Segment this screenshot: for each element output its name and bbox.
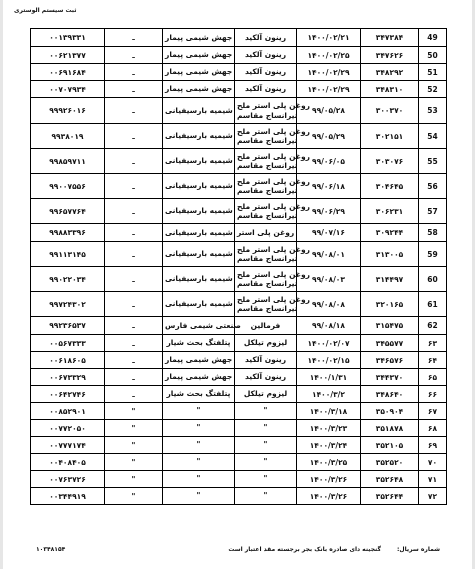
item-line: روغن پلی استر ملح bbox=[237, 151, 310, 161]
item-line: روغن پلی استر bbox=[237, 227, 295, 237]
item-line: تیرانساج مقاسم bbox=[237, 161, 298, 170]
date-cell: ۹۹/۰۶/۰۵ bbox=[297, 149, 361, 174]
type-cell: شیمیه بارسیفیانی bbox=[163, 267, 235, 292]
item-cell bbox=[235, 98, 310, 124]
code-cell: ۳۴۵۵۷۷ bbox=[361, 335, 419, 352]
sum-cell: ۹۹۰۲۲۰۳۴ bbox=[31, 267, 105, 292]
table-row bbox=[31, 488, 447, 505]
code-cell: ۳۰۳۰۷۶ bbox=[361, 149, 419, 174]
date-cell: ۱۴۰۰/۰۲/۱۵ bbox=[297, 352, 361, 369]
item-cell bbox=[235, 292, 310, 317]
sum-cell: ۹۹۳۸۰۱۹ bbox=[31, 124, 105, 149]
code-cell: ۳۵۲۶۴۸ bbox=[361, 471, 419, 488]
item-cell bbox=[235, 242, 310, 267]
item-cell bbox=[235, 386, 297, 403]
dash-cell: ـ bbox=[105, 98, 163, 124]
type-cell: پتلفتگ بحث شیار bbox=[163, 335, 235, 352]
dash-cell: ـ bbox=[105, 47, 163, 64]
item-line: " bbox=[263, 440, 268, 450]
table-row bbox=[31, 29, 447, 47]
date-cell: ۱۴۰۰/۰۲/۲۹ bbox=[297, 81, 361, 98]
code-cell: ۳۰۹۲۴۴ bbox=[361, 224, 419, 242]
date-cell: ۱۴۰۰/۰۲/۲۹ bbox=[297, 64, 361, 81]
item-line: تیرانساج مقاسم bbox=[237, 186, 298, 195]
item-line: روغن پلی استر ملح bbox=[237, 269, 310, 279]
date-cell: ۱۴۰۰/۳/۲۶ bbox=[297, 471, 361, 488]
type-cell: شیمیه بارسیفیانی bbox=[163, 242, 235, 267]
item-line: رینون آلکید bbox=[244, 50, 287, 60]
type-cell: شیمیه بارسیفیانی bbox=[163, 292, 235, 317]
item-line: لیزوم تیلکل bbox=[243, 389, 288, 399]
item-line: روغن پلی استر ملح bbox=[237, 101, 310, 111]
table-row bbox=[31, 224, 447, 242]
type-cell: جهش شیمی پیمار bbox=[163, 64, 235, 81]
item-line: " bbox=[263, 423, 268, 433]
dash-cell: ـ bbox=[105, 81, 163, 98]
dash-cell: ـ bbox=[105, 199, 163, 224]
table-row bbox=[31, 317, 447, 335]
sum-cell: ۹۹۸۸۳۳۹۶ bbox=[31, 224, 105, 242]
date-cell: ۹۹/۰۸/۰۸ bbox=[297, 292, 361, 317]
date-cell: ۱۴۰۰/۳/۲۴ bbox=[297, 437, 361, 454]
table-row bbox=[31, 242, 447, 267]
code-cell: ۳۴۸۲۹۲ bbox=[361, 64, 419, 81]
code-cell: ۳۰۰۳۷۰ bbox=[361, 98, 419, 124]
dash-cell: ـ bbox=[105, 224, 163, 242]
type-cell: شیمیه بارسیفیانی bbox=[163, 124, 235, 149]
item-cell bbox=[235, 174, 310, 199]
table-row bbox=[31, 81, 447, 98]
item-cell bbox=[235, 81, 297, 98]
code-cell: ۳۵۰۹۰۴ bbox=[361, 403, 419, 420]
table-row bbox=[31, 403, 447, 420]
type-cell: شیمیه بارسیفیانی bbox=[163, 149, 235, 174]
type-cell: شیمیه بارسیفیانی bbox=[163, 174, 235, 199]
type-cell: جهش شیمی پیمار bbox=[163, 47, 235, 64]
dash-cell: ـ bbox=[105, 386, 163, 403]
item-line: رینون آلکید bbox=[244, 67, 287, 77]
sum-cell: ۰۰۵۶۷۳۳۳ bbox=[31, 335, 105, 352]
item-cell bbox=[235, 471, 297, 488]
row-number-cell: 58 bbox=[419, 224, 447, 242]
item-cell bbox=[235, 267, 310, 292]
row-number-cell: ۶۳ bbox=[419, 335, 447, 352]
type-cell: شیمیه بارسیفیانی bbox=[163, 98, 235, 124]
code-cell: ۳۰۴۶۴۵ bbox=[361, 174, 419, 199]
sum-cell: ۹۹۹۲۶۰۱۶ bbox=[31, 98, 105, 124]
footer-serial-number: ۱۰۳۴۸۱۵۴ bbox=[36, 546, 66, 553]
type-cell: " bbox=[163, 488, 235, 505]
table-row bbox=[31, 64, 447, 81]
dash-cell: " bbox=[105, 454, 163, 471]
type-cell: " bbox=[163, 454, 235, 471]
sum-cell: ۰۰۶۲۱۳۷۷ bbox=[31, 47, 105, 64]
item-cell bbox=[235, 64, 297, 81]
dash-cell: ـ bbox=[105, 174, 163, 199]
dash-cell: " bbox=[105, 420, 163, 437]
dash-cell: " bbox=[105, 403, 163, 420]
table-row bbox=[31, 454, 447, 471]
code-cell: ۳۰۲۱۵۱ bbox=[361, 124, 419, 149]
item-cell bbox=[235, 29, 297, 47]
row-number-cell: 52 bbox=[419, 81, 447, 98]
item-line: " bbox=[263, 491, 268, 501]
row-number-cell: ۶۵ bbox=[419, 369, 447, 386]
item-cell bbox=[235, 369, 297, 386]
item-line: " bbox=[263, 457, 268, 467]
dash-cell: ـ bbox=[105, 124, 163, 149]
row-number-cell: 59 bbox=[419, 242, 447, 267]
sum-cell: ۰۰۷۷۷۱۷۴ bbox=[31, 437, 105, 454]
item-line: تیرانساج مقاسم bbox=[237, 279, 298, 288]
sum-cell: ۰۰۴۰۸۴۰۵ bbox=[31, 454, 105, 471]
row-number-cell: 54 bbox=[419, 124, 447, 149]
footer bbox=[36, 546, 440, 553]
dash-cell: ـ bbox=[105, 317, 163, 335]
sum-cell: ۹۹۱۱۳۱۴۵ bbox=[31, 242, 105, 267]
item-line: " bbox=[263, 474, 268, 484]
table-row bbox=[31, 386, 447, 403]
dash-cell: ـ bbox=[105, 242, 163, 267]
footer-right-group bbox=[228, 546, 440, 553]
type-cell: جهش شیمی پیمار bbox=[163, 369, 235, 386]
table-row bbox=[31, 471, 447, 488]
code-cell: ۳۵۲۶۴۴ bbox=[361, 488, 419, 505]
type-cell: شیمیه بارسیفیانی bbox=[163, 224, 235, 242]
code-cell: ۳۵۲۱۰۵ bbox=[361, 437, 419, 454]
row-number-cell: 53 bbox=[419, 98, 447, 124]
dash-cell: ـ bbox=[105, 292, 163, 317]
date-cell: ۱۴۰۰/۰۲/۲۱ bbox=[297, 29, 361, 47]
page-left-edge bbox=[0, 0, 3, 569]
row-number-cell: 60 bbox=[419, 267, 447, 292]
date-cell: ۹۹/۰۶/۲۹ bbox=[297, 199, 361, 224]
type-cell: صنعتی شیمی فارس bbox=[163, 317, 235, 335]
row-number-cell: ۶۷ bbox=[419, 403, 447, 420]
item-cell bbox=[235, 47, 297, 64]
item-line: " bbox=[263, 406, 268, 416]
date-cell: ۱۴۰۰/۳/۱۸ bbox=[297, 403, 361, 420]
table-row bbox=[31, 267, 447, 292]
row-number-cell: ۶۶ bbox=[419, 386, 447, 403]
table-row bbox=[31, 292, 447, 317]
footer-serial-label: شماره سریال: bbox=[396, 546, 440, 553]
sum-cell: ۹۹۸۵۹۷۱۱ bbox=[31, 149, 105, 174]
table-row bbox=[31, 369, 447, 386]
sum-cell: ۰۰۷۷۲۰۵۰ bbox=[31, 420, 105, 437]
date-cell: ۱۴۰۰/۳/۲۳ bbox=[297, 420, 361, 437]
sum-cell: ۹۹۷۲۴۳۰۲ bbox=[31, 292, 105, 317]
item-line: رینون آلکید bbox=[244, 355, 287, 365]
code-cell: ۳۰۶۲۳۱ bbox=[361, 199, 419, 224]
row-number-cell: ۶۴ bbox=[419, 352, 447, 369]
table-row bbox=[31, 199, 447, 224]
row-number-cell: ۷۱ bbox=[419, 471, 447, 488]
row-number-cell: 55 bbox=[419, 149, 447, 174]
item-cell bbox=[235, 124, 310, 149]
table-row bbox=[31, 149, 447, 174]
item-line: تیرانساج مقاسم bbox=[237, 254, 298, 263]
type-cell: پتلفتگ بحث شیار bbox=[163, 386, 235, 403]
type-cell: " bbox=[163, 420, 235, 437]
row-number-cell: ۷۰ bbox=[419, 454, 447, 471]
code-cell: ۳۴۶۵۷۶ bbox=[361, 352, 419, 369]
dash-cell: ـ bbox=[105, 369, 163, 386]
table-row bbox=[31, 47, 447, 64]
code-cell: ۳۱۵۴۷۵ bbox=[361, 317, 419, 335]
date-cell: ۱۴۰۰/۳/۲۵ bbox=[297, 454, 361, 471]
dash-cell: ـ bbox=[105, 64, 163, 81]
item-line: روغن پلی استر ملح bbox=[237, 176, 310, 186]
type-cell: جهش شیمی پیمار bbox=[163, 352, 235, 369]
sum-cell: ۰۰۶۹۱۶۸۴ bbox=[31, 64, 105, 81]
dash-cell: ـ bbox=[105, 267, 163, 292]
sum-cell: ۰۰۳۴۴۹۱۹ bbox=[31, 488, 105, 505]
date-cell: ۱۴۰۰/۰۲/۰۷ bbox=[297, 335, 361, 352]
table-row bbox=[31, 124, 447, 149]
sum-cell: ۰۰۶۴۲۷۴۶ bbox=[31, 386, 105, 403]
date-cell: ۱۴۰۰/۳/۲ bbox=[297, 386, 361, 403]
sum-cell: ۹۹۲۳۶۵۳۷ bbox=[31, 317, 105, 335]
item-cell bbox=[235, 454, 297, 471]
item-cell bbox=[235, 335, 297, 352]
item-cell bbox=[235, 317, 297, 335]
item-line: رینون آلکید bbox=[244, 32, 287, 42]
item-cell bbox=[235, 403, 297, 420]
sum-cell: ۹۹۰۰۷۵۵۶ bbox=[31, 174, 105, 199]
row-number-cell: 51 bbox=[419, 64, 447, 81]
date-cell: ۹۹/۰۵/۲۹ bbox=[297, 124, 361, 149]
item-cell bbox=[235, 224, 297, 242]
table-row bbox=[31, 420, 447, 437]
dash-cell: ـ bbox=[105, 352, 163, 369]
code-cell: ۳۱۳۰۰۵ bbox=[361, 242, 419, 267]
row-number-cell: 50 bbox=[419, 47, 447, 64]
dash-cell: ـ bbox=[105, 29, 163, 47]
item-cell bbox=[235, 420, 297, 437]
code-cell: ۳۱۴۴۹۷ bbox=[361, 267, 419, 292]
item-cell bbox=[235, 352, 297, 369]
type-cell: شیمیه بارسیفیانی bbox=[163, 199, 235, 224]
item-line: لیزوم تیلکل bbox=[243, 338, 288, 348]
date-cell: ۱۴۰۰/۰۲/۲۵ bbox=[297, 47, 361, 64]
date-cell: ۹۹/۰۷/۱۶ bbox=[297, 224, 361, 242]
item-line: روغن پلی استر ملح bbox=[237, 244, 310, 254]
row-number-cell: 56 bbox=[419, 174, 447, 199]
date-cell: ۹۹/۰۸/۰۳ bbox=[297, 267, 361, 292]
type-cell: " bbox=[163, 403, 235, 420]
code-cell: ۳۴۷۳۸۴ bbox=[361, 29, 419, 47]
item-cell bbox=[235, 437, 297, 454]
item-line: رینون آلکید bbox=[244, 84, 287, 94]
item-cell bbox=[235, 199, 310, 224]
item-line: تیرانساج مقاسم bbox=[237, 136, 298, 145]
table-row bbox=[31, 335, 447, 352]
item-line: فرمالین bbox=[250, 320, 281, 330]
dash-cell: " bbox=[105, 488, 163, 505]
item-cell bbox=[235, 149, 310, 174]
row-number-cell: ۶۸ bbox=[419, 420, 447, 437]
item-line: تیرانساج مقاسم bbox=[237, 110, 298, 120]
code-cell: ۳۴۸۶۴۰ bbox=[361, 386, 419, 403]
code-cell: ۳۴۴۳۷۰ bbox=[361, 369, 419, 386]
type-cell: جهش شیمی پیمار bbox=[163, 81, 235, 98]
code-cell: ۳۲۰۱۶۵ bbox=[361, 292, 419, 317]
type-cell: " bbox=[163, 437, 235, 454]
row-number-cell: ۶۹ bbox=[419, 437, 447, 454]
code-cell: ۳۴۸۳۱۰ bbox=[361, 81, 419, 98]
item-line: روغن پلی استر ملح bbox=[237, 201, 310, 211]
date-cell: ۹۹/۰۸/۰۱ bbox=[297, 242, 361, 267]
item-cell bbox=[235, 488, 297, 505]
type-cell: " bbox=[163, 471, 235, 488]
dash-cell: " bbox=[105, 437, 163, 454]
register-rows bbox=[31, 29, 447, 505]
table-row bbox=[31, 437, 447, 454]
footer-note: گنجینه دای صادره بانک بجر برجسته مقد اعتبار است bbox=[228, 546, 381, 553]
item-line: روغن پلی استر ملح bbox=[237, 294, 310, 304]
item-line: روغن پلی استر ملح bbox=[237, 126, 310, 136]
row-number-cell: 62 bbox=[419, 317, 447, 335]
register-table bbox=[30, 28, 447, 505]
date-cell: ۹۹/۰۵/۲۸ bbox=[297, 98, 361, 124]
row-number-cell: 61 bbox=[419, 292, 447, 317]
code-cell: ۳۵۱۸۷۸ bbox=[361, 420, 419, 437]
sum-cell: ۰۰۸۵۲۹۰۱ bbox=[31, 403, 105, 420]
row-number-cell: ۷۲ bbox=[419, 488, 447, 505]
sum-cell: ۰۰۷۰۷۹۳۴ bbox=[31, 81, 105, 98]
item-line: تیرانساج مقاسم bbox=[237, 211, 298, 220]
date-cell: ۹۹/۰۶/۱۸ bbox=[297, 174, 361, 199]
row-number-cell: 57 bbox=[419, 199, 447, 224]
dash-cell: " bbox=[105, 471, 163, 488]
dash-cell: ـ bbox=[105, 149, 163, 174]
code-cell: ۳۵۲۵۲۰ bbox=[361, 454, 419, 471]
item-line: رینون آلکید bbox=[244, 372, 287, 382]
header-note: ثبت سیستم الوستری bbox=[14, 7, 77, 14]
code-cell: ۳۴۷۶۲۶ bbox=[361, 47, 419, 64]
item-line: تیرانساج مقاسم bbox=[237, 304, 298, 313]
sum-cell: ۰۰۷۶۳۷۲۶ bbox=[31, 471, 105, 488]
sum-cell: ۰۰۶۷۳۳۲۹ bbox=[31, 369, 105, 386]
dash-cell: ـ bbox=[105, 335, 163, 352]
sum-cell: ۰۰۱۳۹۳۳۱ bbox=[31, 29, 105, 47]
date-cell: ۱۴۰۰/۳/۲۶ bbox=[297, 488, 361, 505]
date-cell: ۱۴۰۰/۱/۳۱ bbox=[297, 369, 361, 386]
table-row bbox=[31, 352, 447, 369]
row-number-cell: 49 bbox=[419, 29, 447, 47]
type-cell: جهش شیمی پیمار bbox=[163, 29, 235, 47]
sum-cell: ۹۹۶۵۷۷۶۴ bbox=[31, 199, 105, 224]
date-cell: ۹۹/۰۸/۱۸ bbox=[297, 317, 361, 335]
sum-cell: ۰۰۶۱۸۶۰۵ bbox=[31, 352, 105, 369]
table-row bbox=[31, 98, 447, 124]
table-row bbox=[31, 174, 447, 199]
